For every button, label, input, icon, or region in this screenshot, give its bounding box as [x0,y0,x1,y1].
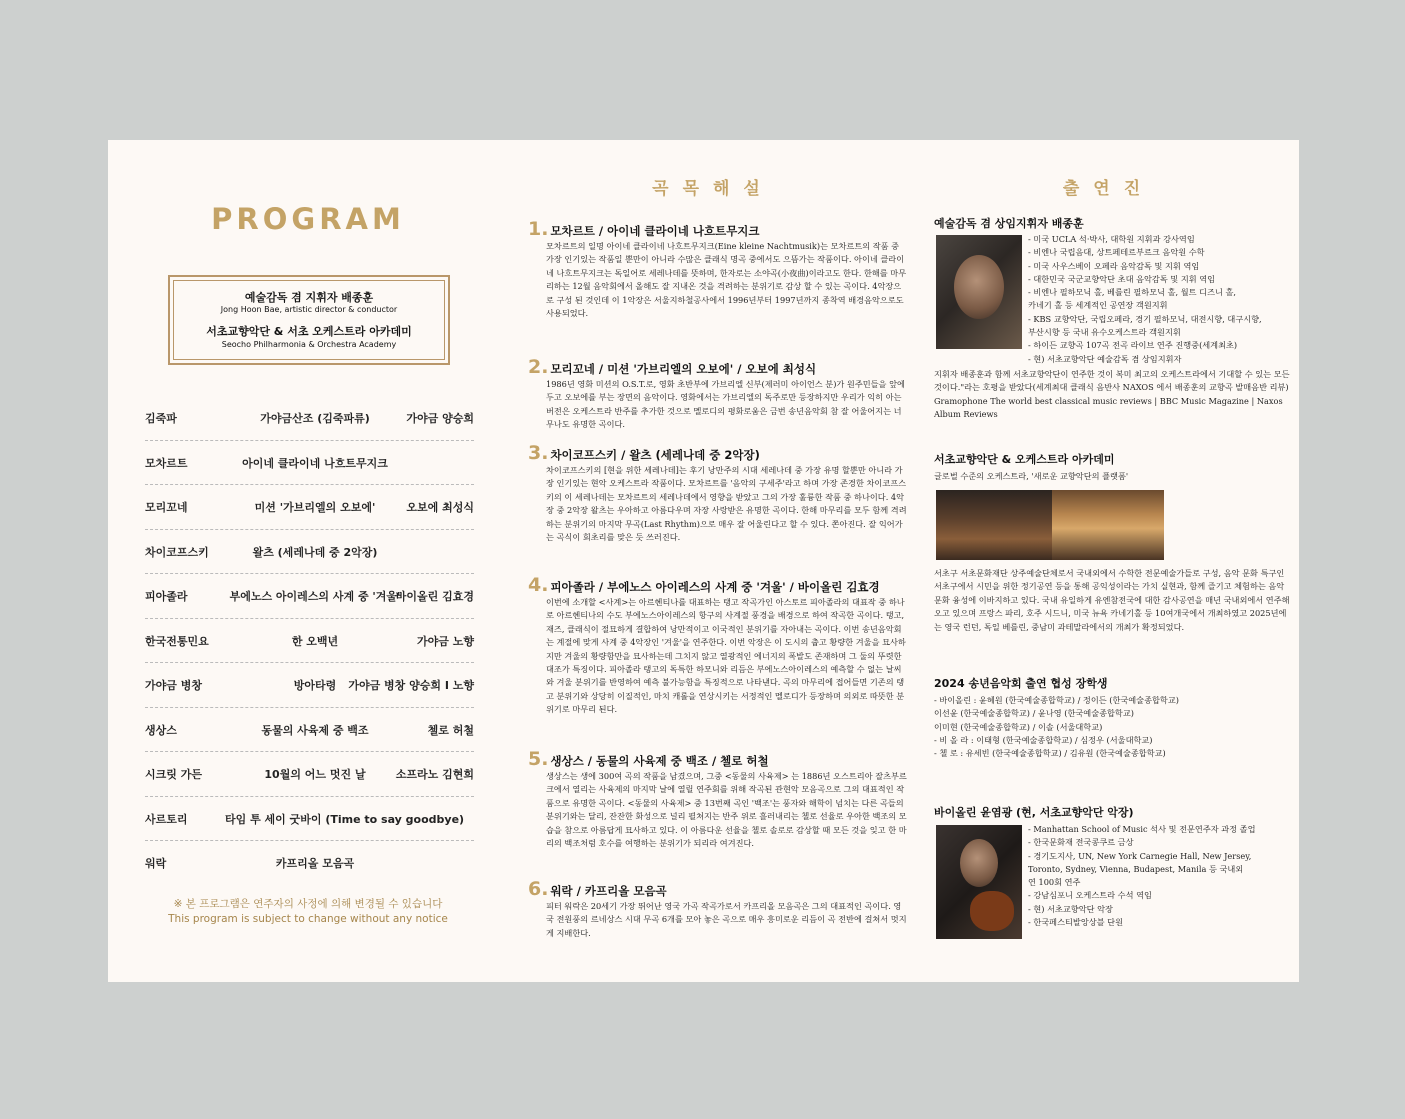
program-title: PROGRAM [211,202,405,236]
note-item [528,442,908,544]
note-title [528,878,908,900]
bio-line: - 미국 사우스베이 오페라 음악감독 및 지휘 역임 [1028,260,1200,271]
program-row [145,396,474,441]
program-composer: 가야금 병창 [145,679,202,692]
bio-line: - 현) 서초교향악단 악장 [1028,903,1113,914]
bio-line: - 미국 UCLA 석·박사, 대학원 지휘과 강사역임 [1028,234,1195,244]
conductor-title-ko: 예술감독 겸 지휘자 배종훈 [244,291,374,304]
note-item [528,218,908,320]
note-body: 생상스는 생에 300여 곡의 작품을 남겼으며, 그중 <동물의 사육제> 는 1886년 오스트리아 잘츠부르크에서 열리는 사육제의 마지막 날에 열릴 연주회를 위해 작곡된 관현악 모음곡으로 그의 대표적인 작품으로 유명한 곡이다. <동물의 사육제> 중 13번째 곡인 '백조'는 풍자와 해학이 넘치는 다른 곡들의 분위기와는 달리, 잔잔한 화성으로 널리 펼쳐지는 반주 위로 흘러내리는 첼로 선율로 우아한 백조의 모습을 참으로 아름답게 묘사하고 있다. 이 아름다운 선율을 첼로 솔로로 감상할 때 모든 것을 잊고 한 마리의 백조처럼 호수를 여행하는 분위기가 되리라 여겨진다. [546,771,907,849]
program-column [108,140,508,982]
note-body: 1986년 영화 미션의 O.S.T.로, 영화 초반부에 가브리엘 신부(제러미 아이언스 분)가 원주민들을 앞에 두고 오보에를 부는 장면의 음악이다. 영화에서는 가브리엘의 독주로만 등장하지만 우리가 익히 아는 버전은 오케스트라 반주를 추가한 것으로 멜로디의 평화로움은 금번 송년음악회 참 잘 어울어지는 너무나도 유명한 곡이다. [546,379,905,430]
bio-line: - 한국페스티발앙상블 단원 [1028,917,1123,928]
program-row [145,752,474,797]
program-piece: 부에노스 아이레스의 사계 중 '겨울' [229,590,401,603]
program-composer: 한국전통민요 [145,634,209,648]
note-number: 4. [528,574,549,596]
violinist-bio [1028,823,1256,929]
program-piece: 가야금산조 (김죽파류) [260,412,370,425]
note-title-text: 모리꼬네 / 미션 '가브리엘의 오보에' / 오보에 최성식 [550,362,817,376]
program-performer: 바이올린 김효경 [395,590,474,603]
bio-line: - 비 올 라 : 이태형 (한국예술종합학교) / 심정우 (서울대학교) [934,734,1153,745]
note-item [528,748,908,850]
note-number: 2. [528,356,549,378]
note-title-text: 모차르트 / 아이네 클라이네 나흐트무지크 [550,224,760,238]
notice-english: This program is subject to change without any notice [168,913,448,925]
program-piece: 미션 '가브리엘의 오보에' [254,501,376,514]
bio-line: - 경기도지사, UN, New York Carnegie Hall, New Jersey, [1028,850,1252,861]
orchestra-photo-2 [1052,490,1164,560]
program-performer: 소프라노 김현희 [395,768,474,781]
conductor-review: 지휘자 배종훈과 함께 서초교향악단이 연주한 것이 복미 최고의 오케스트라에서 기대할 수 있는 모든 것이다."라는 호평을 받았다(세계최대 클래식 음반사 NAXOS 에서 배종훈의 교향곡 발매음반 리뷰) Gramophone The world best classical music reviews | BBC Music Magazine | Naxos Album Reviews [934,369,1290,420]
program-composer: 모리꼬네 [145,501,188,514]
bio-line: 부산시향 등 국내 유수오케스트라 객원지휘 [1028,327,1181,338]
program-composer: 시크릿 가든 [145,768,202,781]
program-composer: 피아졸라 [145,590,188,603]
program-row [145,530,474,575]
note-number: 3. [528,442,549,464]
program-piece: 타임 투 세이 굿바이 (Time to say goodbye) [225,812,465,826]
orchestra-title-en: Seocho Philharmonia & Orchestra Academy [221,340,397,349]
note-title [528,442,908,464]
program-performer: 오보에 최성식 [406,501,474,514]
bio-line: 연 100회 연주 [1028,877,1081,888]
orchestra-title-ko: 서초교향악단 & 서초 오케스트라 아카데미 [206,325,412,338]
note-item [528,356,908,432]
bio-line: - KBS 교향악단, 국립오페라, 경기 필하모닉, 대전시향, 대구시향, [1028,313,1262,324]
program-composer: 김죽파 [145,412,177,425]
note-title [528,218,908,240]
conductor-photo [936,235,1022,349]
orchestra-description: 서초구 서초문화재단 상주예술단체로서 국내외에서 수학한 전문예술가들로 구성, 음악 문화 특구인 서초구에서 시민을 위한 정기공연 등을 통해 공익성이라는 가치 실현과, 함께 즐기고 체험하는 음악문화 융성에 이바지하고 있다. 국내 유일하게 유엔참전국에 대한 감사공연을 매년 국내외에서 연주해 오고 있으며 프랑스 파리, 호주 시드니, 미국 뉴욕 카네기홀 등 10여개국에서 개최하였고 2025년에는 영국 런던, 독일 베를린, 중남미 과테말라에서의 개최가 확정되었다. [934,568,1290,632]
bio-line: 이선윤 (한국예술종합학교) / 윤나영 (한국예술종합학교) [934,708,1134,719]
conductor-name: 예술감독 겸 상임지휘자 배종훈 [934,217,1084,230]
note-title [528,574,908,596]
program-row [145,574,474,619]
bio-line: - 비엔나 필하모닉 홀, 베를린 필하모닉 홀, 월트 디즈니 홀, [1028,287,1236,298]
program-piece: 왈츠 (세레나데 중 2악장) [252,545,378,559]
program-composer: 워락 [145,857,167,870]
note-title-text: 워락 / 카프리올 모음곡 [550,884,667,898]
note-item [528,878,908,940]
bio-line: - Manhattan School of Music 석사 및 전문연주자 과정 졸업 [1028,824,1256,834]
performers-heading: 출연진 [1062,179,1155,199]
program-piece: 카프리올 모음곡 [275,857,355,870]
bio-line: - 현) 서초교향악단 예술감독 겸 상임지휘자 [1028,353,1182,364]
bio-line: - 바이올린 : 윤혜원 (한국예술종합학교) / 정이든 (한국예술종합학교) [934,695,1179,705]
program-sheet [108,140,1299,982]
bio-line: - 비엔나 국립음대, 상트페테르부르크 음악원 수학 [1028,247,1205,258]
scholars-list [934,694,1179,760]
program-row [145,708,474,753]
note-title-text: 차이코프스키 / 왈츠 (세레나데 중 2악장) [550,448,760,462]
violinist-name: 바이올린 윤염광 (현, 서초교향악단 악장) [934,806,1134,819]
bio-line: Toronto, Sydney, Vienna, Budapest, Manila 등 국내외 [1028,863,1244,874]
performers-column [918,140,1299,982]
program-row [145,797,474,842]
bio-line: - 대한민국 국군교향악단 초대 음악감독 및 지휘 역임 [1028,273,1216,284]
program-piece: 방아타령 [293,679,337,692]
note-title [528,356,908,378]
note-item [528,574,908,717]
program-performer: 가야금 병창 양승희 I 노향 [348,679,474,692]
bio-line: - 하이든 교향곡 107곡 전곡 라이브 연주 진행중(세계최초) [1028,340,1238,351]
bio-line: - 첼 로 : 유세빈 (한국예술종합학교) / 김유원 (한국예술종합학교) [934,748,1166,759]
notes-column [508,140,918,982]
note-number: 6. [528,878,549,900]
program-row [145,441,474,486]
bio-line: - 한국문화재 전국콩쿠르 금상 [1028,837,1134,848]
note-body: 이번에 소개할 <사계>는 아르헨티나를 대표하는 탱고 작곡가인 아스토르 피아졸라의 대표작 중 하나로 아르헨티나의 수도 부에노스아이레스의 항구의 사계절 풍경을 배경으로 하여 작곡한 곡이다. 탱고, 재즈, 클래식이 절묘하게 결합하여 낭만적이고 이국적인 분위기를 자아내는 곡이다. 이번 송년음악회는 계절에 맞게 사계 중 4악장인 '겨울'을 연주한다. 이번 악장은 이 도시의 춥고 황량한 겨울을 묘사하지만 겨울의 황량함만을 묘사하는데 그치지 않고 열광적인 에너지의 폭발도 존재하며 그 둘의 뚜렷한 대조가 특징이다. 피아졸라 탱고의 독특한 하모니와 리듬은 부에노스아이레스의 예측할 수 없는 날씨와 겨울 분위기를 반영하여 예측 불가능함을 특징적으로 나타낸다. 곡의 마무리에 접어들면 기존의 탱고 분위기와 상당히 이질적인, 마치 캐롤을 연상시키는 서정적인 멜로디가 등장하며 의외로 따뜻한 분위기로 마무리 된다. [546,597,906,715]
bio-line: - 강남심포니 오케스트라 수석 역임 [1028,890,1152,901]
note-number: 1. [528,218,549,240]
program-performer: 첼로 허철 [427,723,474,737]
bio-line: 카네기 홀 등 세계적인 공연장 객원지휘 [1028,300,1168,311]
notice-korean: ※ 본 프로그램은 연주자의 사정에 의해 변경될 수 있습니다 [173,898,443,910]
conductor-bio [1028,233,1262,366]
violin-shape [970,891,1014,931]
credits-frame [168,275,450,365]
program-list [145,396,474,885]
program-composer: 사르토리 [145,812,188,826]
note-title-text: 생상스 / 동물의 사육제 중 백조 / 첼로 허철 [550,754,769,768]
program-composer: 생상스 [145,723,177,737]
note-title-text: 피아졸라 / 부에노스 아이레스의 사계 중 '겨울' / 바이올린 김효경 [550,580,880,594]
conductor-title-en: Jong Hoon Bae, artistic director & conductor [220,305,398,314]
program-piece: 10월의 어느 멋진 날 [264,768,366,781]
program-performer: 가야금 노향 [417,634,474,648]
notes-heading: 곡목해설 [652,179,774,199]
scholars-heading: 2024 송년음악회 출연 협성 장학생 [934,677,1108,690]
note-body: 차이코프스키의 [현을 위한 세레나데]는 후기 낭만주의 시대 세레나데 중 가장 유명 할뿐만 아니라 가장 인기있는 현악 오케스트라 작품이다. 모차르트를 '음악의 구세주'라고 하며 가장 존경한 차이코프스키의 이 세레나데는 모차르트의 세레나데에서 영향을 받았고 그의 가장 훌륭한 작품 중 하나이다. 4악장 중 2악장 왈츠는 우아하고 아름다우며 자장 사랑받은 유명한 곡이다. 한해 마무리를 모두 함께 격려하는 분위기의 마지막 무곡(Last Rhythm)으로 매우 잘 어울린다고 할 수 있다. 쫀아진다. 잘 익어가는 곡식이 회초리를 맞은 듯 쓰러진다. [546,465,907,543]
orchestra-subtitle: 글로벌 수준의 오케스트라, '새로운 교향악단의 플랫폼' [934,471,1129,481]
note-body: 모차르트의 일명 아이네 클라이네 나흐트무지크(Eine kleine Nachtmusik)는 모차르트의 작품 중 가장 인기있는 작품일 뿐만이 아니라 수많은 클래식 명곡 중에서도 으뜸가는 작품이다. 아이네 클라이네 나흐트무지크는 독일어로 세레나데를 뜻하며, 한자로는 소야곡(小夜曲)이라고도 한다. 한해를 마무리하는 12월 음악회에서 올해도 잘 지내온 것을 격려하는 분위기로 감상 할 수 있는 곡이다. 4악장으로 구성 된 것인데 이 1악장은 서울지하철공사에서 1996년부터 1997년까지 종착역 배경음악으로도 사용되었다. [546,241,907,319]
violinist-photo [936,825,1022,939]
program-row [145,663,474,708]
note-number: 5. [528,748,549,770]
program-piece: 동물의 사육제 중 백조 [261,723,369,737]
program-composer: 차이코프스키 [145,545,209,559]
note-body: 피터 워락은 20세기 가장 뛰어난 영국 가곡 작곡가로서 카프리올 모음곡은 그의 대표적인 곡이다. 영국 전원풍의 르네상스 시대 무곡 6개를 모아 놓은 곡으로 매우 흥미로운 리듬이 곡 전반에 걸쳐서 멋지게 지배한다. [546,901,907,938]
program-composer: 모차르트 [145,456,188,470]
note-title [528,748,908,770]
program-piece: 아이네 클라이네 나흐트무지크 [242,456,388,470]
orchestra-photo-1 [936,490,1052,560]
program-row [145,619,474,664]
bio-line: 이미현 (한국예술종합학교) / 이솔 (서울대학교) [934,721,1103,732]
program-row [145,485,474,530]
orchestra-name: 서초교향악단 & 오케스트라 아카데미 [934,453,1115,466]
program-row [145,841,474,885]
program-piece: 한 오백년 [291,634,339,648]
program-performer: 가야금 양승희 [406,412,474,425]
